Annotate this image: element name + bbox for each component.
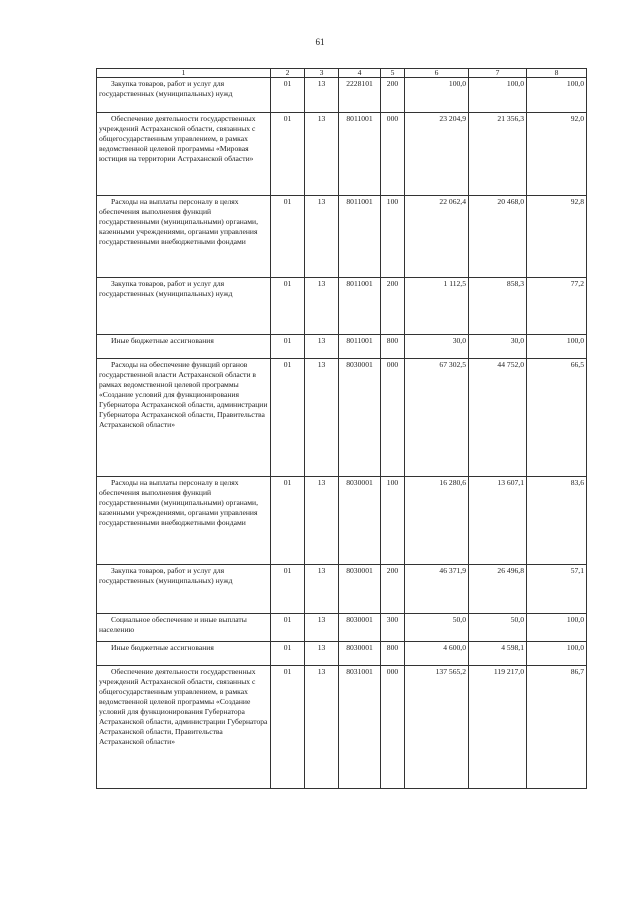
expense-type: 300	[381, 614, 405, 642]
expense-name: Социальное обеспечение и иные выплаты населению	[97, 614, 271, 642]
target-article: 8030001	[339, 642, 381, 666]
target-article: 8030001	[339, 565, 381, 614]
subsection-code: 13	[305, 666, 339, 789]
section-code: 01	[271, 666, 305, 789]
execution-percent: 83,6	[527, 477, 587, 565]
plan-amount: 22 062,4	[405, 196, 469, 278]
target-article: 8011001	[339, 335, 381, 359]
section-code: 01	[271, 278, 305, 335]
execution-percent: 100,0	[527, 335, 587, 359]
table-row	[97, 196, 587, 278]
subsection-code: 13	[305, 278, 339, 335]
section-code: 01	[271, 78, 305, 113]
table-row	[97, 335, 587, 359]
expense-type: 000	[381, 113, 405, 196]
executed-amount: 50,0	[469, 614, 527, 642]
column-number: 4	[339, 69, 381, 78]
execution-percent: 92,0	[527, 113, 587, 196]
column-number-row	[97, 69, 587, 78]
target-article: 2228101	[339, 78, 381, 113]
column-number: 5	[381, 69, 405, 78]
executed-amount: 100,0	[469, 78, 527, 113]
executed-amount: 21 356,3	[469, 113, 527, 196]
section-code: 01	[271, 335, 305, 359]
expense-type: 000	[381, 666, 405, 789]
executed-amount: 13 607,1	[469, 477, 527, 565]
plan-amount: 23 204,9	[405, 113, 469, 196]
executed-amount: 26 496,8	[469, 565, 527, 614]
section-code: 01	[271, 196, 305, 278]
expense-name: Закупка товаров, работ и услуг для государственных (муниципальных) нужд	[97, 565, 271, 614]
execution-percent: 100,0	[527, 642, 587, 666]
expense-name: Иные бюджетные ассигнования	[97, 642, 271, 666]
target-article: 8011001	[339, 278, 381, 335]
plan-amount: 100,0	[405, 78, 469, 113]
subsection-code: 13	[305, 614, 339, 642]
section-code: 01	[271, 642, 305, 666]
execution-percent: 92,8	[527, 196, 587, 278]
table-row	[97, 614, 587, 642]
subsection-code: 13	[305, 113, 339, 196]
executed-amount: 4 598,1	[469, 642, 527, 666]
column-number: 6	[405, 69, 469, 78]
table-row	[97, 477, 587, 565]
subsection-code: 13	[305, 565, 339, 614]
expense-type: 100	[381, 477, 405, 565]
expense-name: Расходы на обеспечение функций органов государственной власти Астраханской области в рамках ведомственной целевой программы «Создание условий для функционирования Губернатора Астраханской области, администрации Губернатора Астраханской области, Правительства Астраханской области»	[97, 359, 271, 477]
section-code: 01	[271, 113, 305, 196]
target-article: 8011001	[339, 196, 381, 278]
subsection-code: 13	[305, 642, 339, 666]
executed-amount: 20 468,0	[469, 196, 527, 278]
expense-name: Закупка товаров, работ и услуг для государственных (муниципальных) нужд	[97, 278, 271, 335]
executed-amount: 44 752,0	[469, 359, 527, 477]
subsection-code: 13	[305, 196, 339, 278]
table-row	[97, 565, 587, 614]
plan-amount: 50,0	[405, 614, 469, 642]
expense-type: 200	[381, 278, 405, 335]
section-code: 01	[271, 565, 305, 614]
expense-type: 200	[381, 565, 405, 614]
column-number: 7	[469, 69, 527, 78]
expense-type: 200	[381, 78, 405, 113]
table-row	[97, 642, 587, 666]
execution-percent: 100,0	[527, 614, 587, 642]
subsection-code: 13	[305, 477, 339, 565]
section-code: 01	[271, 614, 305, 642]
table-row	[97, 278, 587, 335]
target-article: 8030001	[339, 477, 381, 565]
target-article: 8030001	[339, 614, 381, 642]
execution-percent: 100,0	[527, 78, 587, 113]
execution-percent: 57,1	[527, 565, 587, 614]
expense-type: 800	[381, 335, 405, 359]
executed-amount: 858,3	[469, 278, 527, 335]
execution-percent: 77,2	[527, 278, 587, 335]
column-number: 2	[271, 69, 305, 78]
subsection-code: 13	[305, 335, 339, 359]
plan-amount: 1 112,5	[405, 278, 469, 335]
section-code: 01	[271, 359, 305, 477]
budget-table	[96, 68, 587, 789]
table-row	[97, 666, 587, 789]
table-row	[97, 78, 587, 113]
table-row	[97, 113, 587, 196]
executed-amount: 30,0	[469, 335, 527, 359]
plan-amount: 67 302,5	[405, 359, 469, 477]
expense-name: Обеспечение деятельности государственных учреждений Астраханской области, связанных с общегосударственным управлением, в рамках ведомственной целевой программы «Мировая юстиция на территории Астраханской области»	[97, 113, 271, 196]
expense-type: 100	[381, 196, 405, 278]
executed-amount: 119 217,0	[469, 666, 527, 789]
plan-amount: 46 371,9	[405, 565, 469, 614]
column-number: 3	[305, 69, 339, 78]
subsection-code: 13	[305, 78, 339, 113]
table-row	[97, 359, 587, 477]
page-number: 61	[315, 37, 325, 47]
column-number: 1	[97, 69, 271, 78]
plan-amount: 4 600,0	[405, 642, 469, 666]
expense-type: 800	[381, 642, 405, 666]
expense-name: Иные бюджетные ассигнования	[97, 335, 271, 359]
column-number: 8	[527, 69, 587, 78]
expense-name: Обеспечение деятельности государственных учреждений Астраханской области, связанных с общегосударственным управлением, в рамках ведомственной целевой программы «Создание условий для функционирования Губернатора Астраханской области, администрации Губернатора Астраханской области, Правительства Астраханской области»	[97, 666, 271, 789]
expense-name: Расходы на выплаты персоналу в целях обеспечения выполнения функций государственными (муниципальными) органами, казенными учреждениями, органами управления государственными внебюджетными фондами	[97, 477, 271, 565]
plan-amount: 16 280,6	[405, 477, 469, 565]
target-article: 8031001	[339, 666, 381, 789]
expense-type: 000	[381, 359, 405, 477]
expense-name: Расходы на выплаты персоналу в целях обеспечения выполнения функций государственными (муниципальными) органами, казенными учреждениями, органами управления государственными внебюджетными фондами	[97, 196, 271, 278]
execution-percent: 86,7	[527, 666, 587, 789]
target-article: 8011001	[339, 113, 381, 196]
section-code: 01	[271, 477, 305, 565]
execution-percent: 66,5	[527, 359, 587, 477]
plan-amount: 137 565,2	[405, 666, 469, 789]
expense-name: Закупка товаров, работ и услуг для государственных (муниципальных) нужд	[97, 78, 271, 113]
subsection-code: 13	[305, 359, 339, 477]
plan-amount: 30,0	[405, 335, 469, 359]
target-article: 8030001	[339, 359, 381, 477]
